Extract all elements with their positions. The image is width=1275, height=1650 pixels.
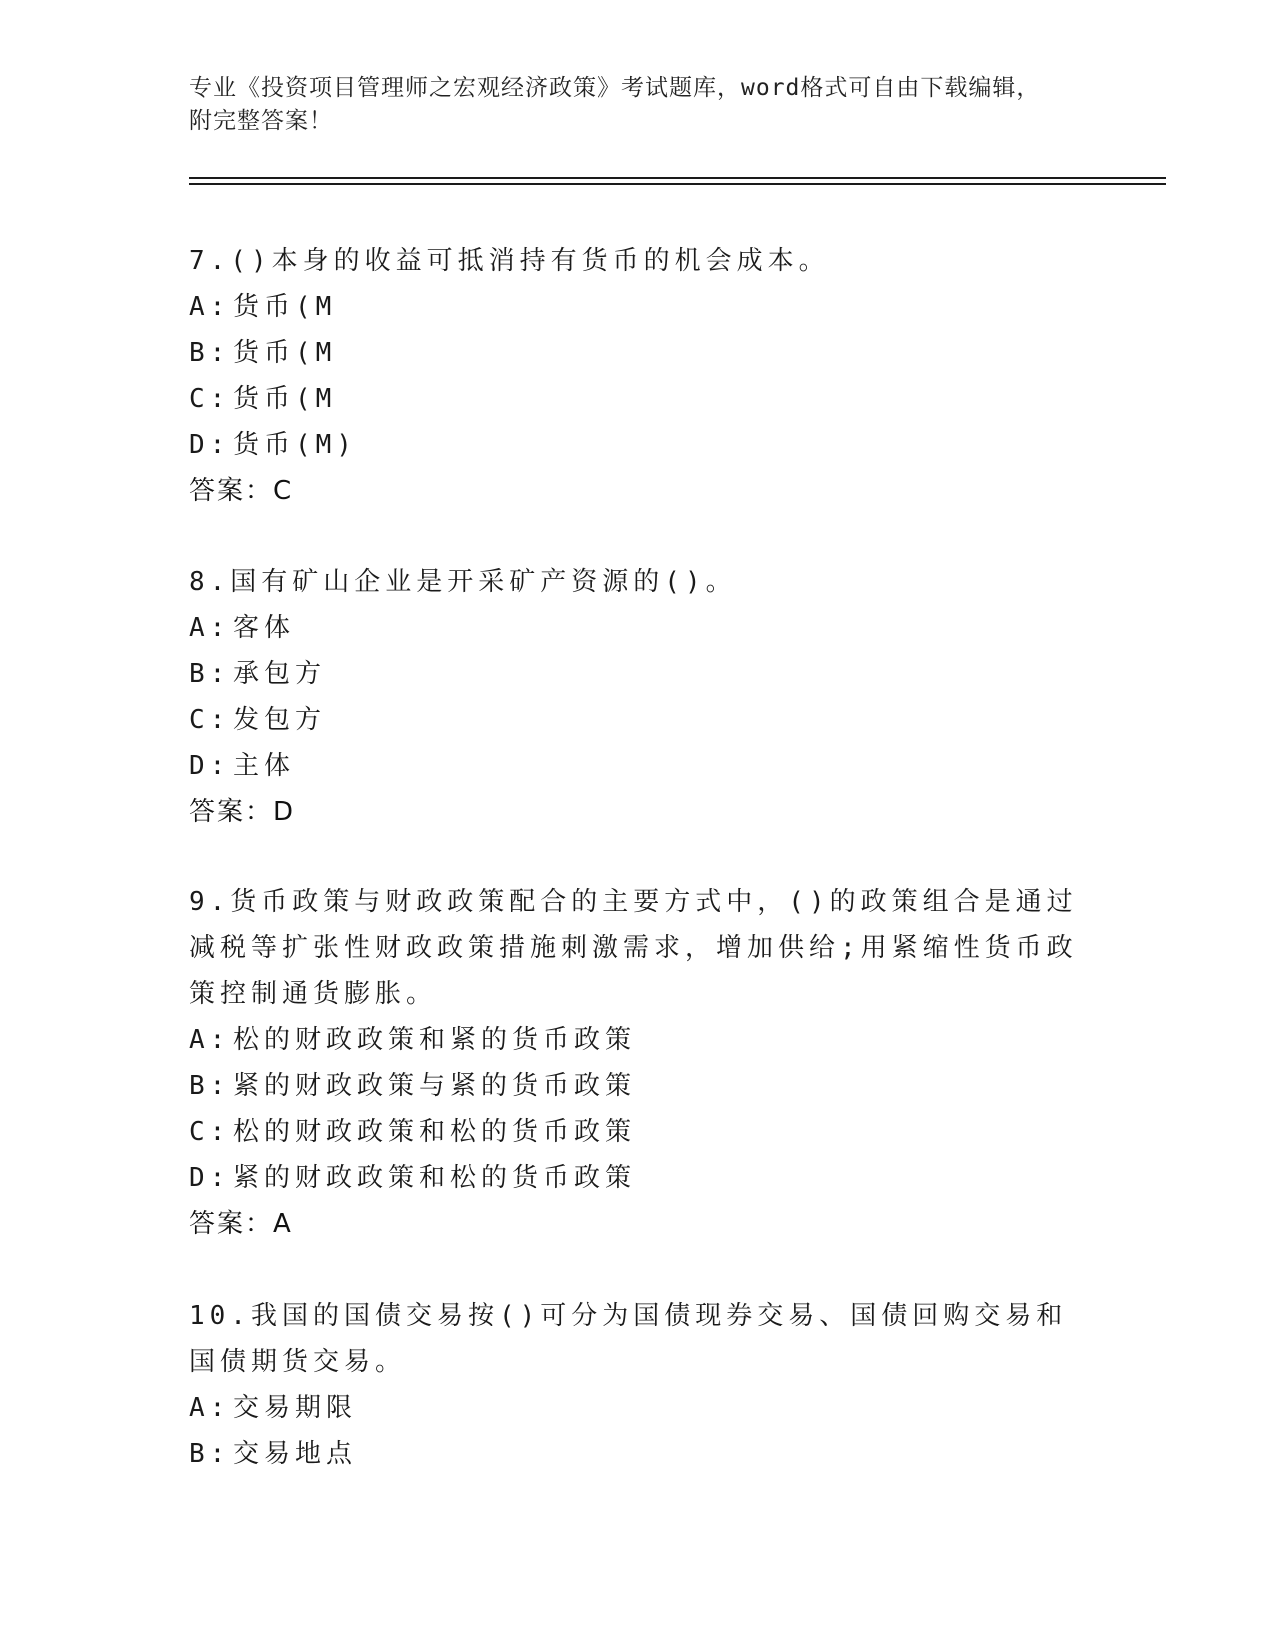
question-7 — [189, 238, 1089, 514]
question-8 — [189, 559, 1089, 835]
question-9 — [189, 879, 1089, 1247]
option-text: 松的财政政策和紧的货币政策 — [233, 1025, 637, 1055]
option-c — [189, 376, 1089, 422]
option-letter: A: — [189, 613, 231, 643]
option-letter: D: — [189, 1163, 231, 1193]
answer-line: 答案：D — [189, 797, 296, 827]
option-letter: A: — [189, 292, 231, 322]
option-a — [189, 284, 1089, 330]
option-letter: B: — [189, 1071, 231, 1101]
option-text: 交易期限 — [233, 1393, 358, 1423]
option-b — [189, 651, 1089, 697]
option-text: 交易地点 — [233, 1439, 358, 1469]
question-10 — [189, 1293, 1089, 1477]
option-text: 货币(M — [233, 292, 337, 322]
question-stem: 7.()本身的收益可抵消持有货币的机会成本。 — [189, 246, 830, 276]
header-divider-bottom — [189, 183, 1166, 185]
option-letter: B: — [189, 338, 231, 368]
question-stem: 8.国有矿山企业是开采矿产资源的()。 — [189, 567, 737, 597]
option-text: 紧的财政政策和松的货币政策 — [233, 1163, 637, 1193]
option-d — [189, 743, 1089, 789]
option-d — [189, 422, 1089, 468]
header-line-1: 专业《投资项目管理师之宏观经济政策》考试题库，word格式可自由下载编辑， — [189, 75, 1041, 101]
question-stem: 9.货币政策与财政政策配合的主要方式中，()的政策组合是通过减税等扩张性财政政策措施刺激需求，增加供给;用紧缩性货币政策控制通货膨胀。 — [189, 887, 1078, 1009]
option-text: 松的财政政策和松的货币政策 — [233, 1117, 637, 1147]
document-header — [189, 72, 1089, 138]
option-letter: D: — [189, 430, 231, 460]
option-b — [189, 1063, 1089, 1109]
option-text: 货币(M — [233, 384, 337, 414]
option-letter: B: — [189, 1439, 231, 1469]
option-letter: C: — [189, 705, 231, 735]
question-stem: 10.我国的国债交易按()可分为国债现券交易、国债回购交易和国债期货交易。 — [189, 1301, 1068, 1377]
option-text: 货币(M — [233, 338, 337, 368]
answer-line: 答案：A — [189, 1209, 293, 1239]
option-letter: C: — [189, 384, 231, 414]
option-letter: A: — [189, 1393, 231, 1423]
header-divider-top — [189, 177, 1166, 179]
option-c — [189, 697, 1089, 743]
option-text: 主体 — [233, 751, 296, 781]
option-b — [189, 1431, 1089, 1477]
option-text: 客体 — [233, 613, 296, 643]
option-letter: B: — [189, 659, 231, 689]
option-text: 货币(M) — [233, 430, 357, 460]
option-a — [189, 1385, 1089, 1431]
option-a — [189, 605, 1089, 651]
option-letter: C: — [189, 1117, 231, 1147]
option-a — [189, 1017, 1089, 1063]
option-b — [189, 330, 1089, 376]
option-letter: D: — [189, 751, 231, 781]
option-d — [189, 1155, 1089, 1201]
answer-line: 答案：C — [189, 476, 294, 506]
option-text: 发包方 — [233, 705, 327, 735]
option-text: 承包方 — [233, 659, 327, 689]
option-letter: A: — [189, 1025, 231, 1055]
header-line-2: 附完整答案！ — [189, 108, 333, 134]
option-c — [189, 1109, 1089, 1155]
option-text: 紧的财政政策与紧的货币政策 — [233, 1071, 637, 1101]
